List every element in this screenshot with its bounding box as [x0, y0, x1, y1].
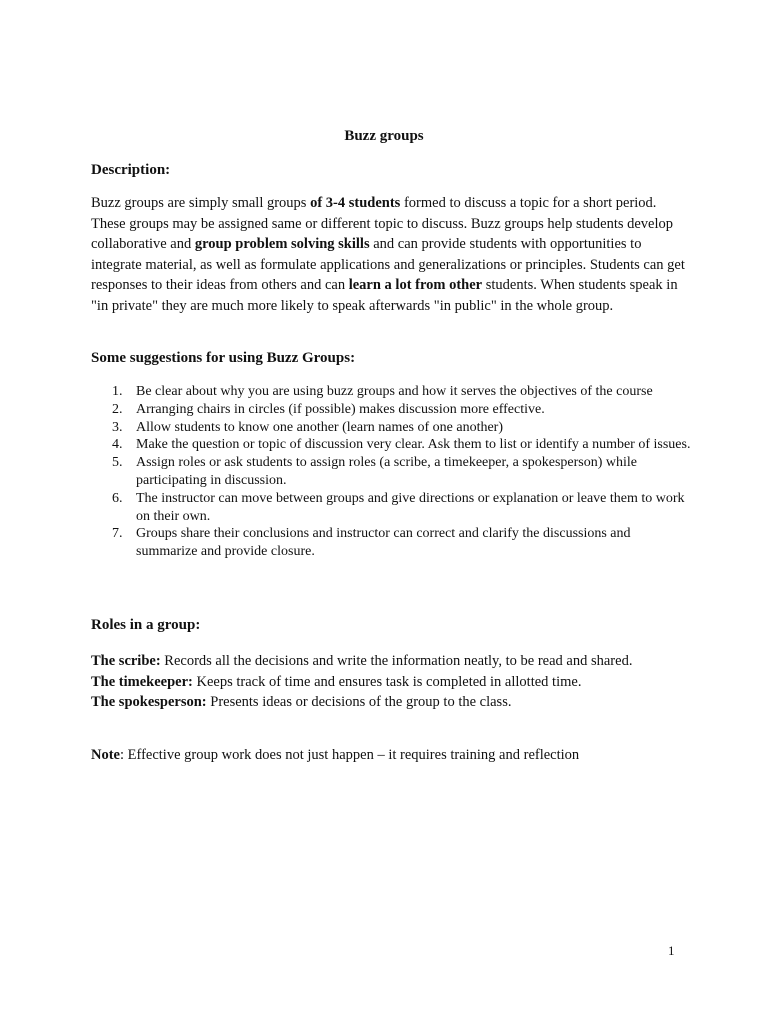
description-paragraph	[91, 193, 691, 316]
role-name: The timekeeper:	[91, 673, 193, 690]
roles-heading: Roles in a group:	[91, 617, 201, 633]
list-item-text: Groups share their conclusions and instructor can correct and clarify the discussions and summarize and provide closure.	[136, 526, 631, 560]
list-item	[91, 401, 691, 419]
list-item	[91, 436, 691, 454]
list-item-number: 2.	[112, 401, 123, 417]
list-item-number: 4.	[112, 437, 123, 453]
description-heading: Description:	[91, 162, 171, 178]
list-item-text: Allow students to know one another (learn names of one another)	[136, 419, 504, 435]
list-item-text: Be clear about why you are using buzz groups and how it serves the objectives of the course	[136, 384, 653, 399]
description-segment: formed to discuss a topic for a short period. These groups may be assigned same or different topic to discuss. Buzz groups help students develop collaborative and	[91, 195, 674, 252]
list-item	[91, 383, 691, 401]
list-item-number: 1.	[112, 384, 123, 399]
description-segment-bold: learn a lot from other	[348, 277, 483, 293]
description-segment: students. When students speak in "in private" they are much more likely to speak afterwards "in public" in the whole group.	[91, 277, 678, 314]
role-name: The spokesperson:	[91, 694, 207, 710]
list-item-text: Make the question or topic of discussion very clear. Ask them to list or identify a number of issues.	[136, 437, 691, 453]
description-segment: Buzz groups are simply small groups	[91, 195, 311, 211]
role-item-scribe	[91, 651, 711, 672]
role-item-spokesperson	[91, 692, 711, 713]
description-segment: and can provide students with opportunities to integrate material, as well as formulate applications and generalizations or principles. Students can get responses to their ideas from others and can	[91, 236, 685, 293]
page-title: Buzz groups	[344, 128, 424, 144]
list-item-text: Arranging chairs in circles (if possible) makes discussion more effective.	[136, 401, 545, 417]
list-item-number: 7.	[112, 526, 123, 542]
description-segment-bold: group problem solving skills	[194, 236, 370, 252]
roles-list	[91, 651, 711, 713]
list-item-number: 3.	[112, 419, 123, 435]
role-description: Keeps track of time and ensures task is completed in allotted time.	[192, 673, 582, 690]
page-number: 1	[668, 943, 675, 958]
suggestions-list	[91, 383, 691, 561]
role-description: Records all the decisions and write the information neatly, to be read and shared.	[160, 653, 633, 669]
list-item-number: 5.	[112, 455, 123, 471]
note-label: Note	[91, 747, 120, 763]
list-item	[91, 525, 691, 561]
role-name: The scribe:	[91, 653, 161, 669]
list-item	[91, 490, 691, 526]
list-item-text: Assign roles or ask students to assign roles (a scribe, a timekeeper, a spokesperson) while participating in discussion.	[136, 455, 637, 488]
suggestions-heading: Some suggestions for using Buzz Groups:	[91, 350, 356, 366]
list-item-number: 6.	[112, 490, 123, 506]
description-segment-bold: of 3-4 students	[310, 195, 401, 211]
list-item	[91, 454, 691, 490]
list-item-text: The instructor can move between groups and give directions or explanation or leave them to work on their own.	[136, 490, 685, 524]
note-text: : Effective group work does not just happen – it requires training and reflection	[120, 747, 580, 763]
role-description: Presents ideas or decisions of the group to the class.	[206, 694, 512, 710]
note	[91, 745, 711, 765]
role-item-timekeeper	[91, 672, 711, 693]
list-item	[91, 419, 691, 437]
